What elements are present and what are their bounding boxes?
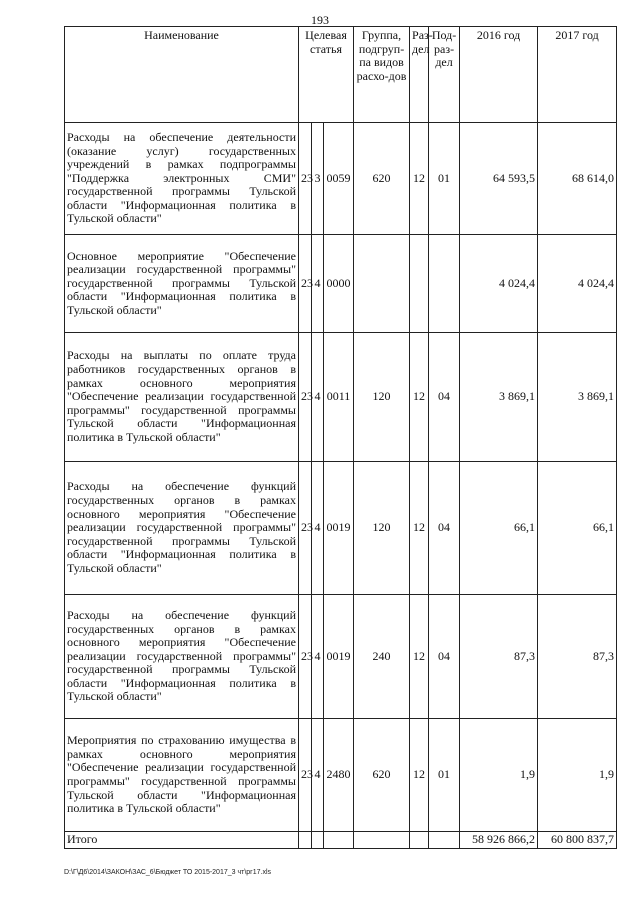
- table-row: [65, 462, 617, 595]
- row-section: 12: [410, 595, 429, 719]
- row-code-a: 23: [299, 123, 312, 235]
- row-2017: 87,3: [538, 595, 617, 719]
- file-path-footer: D:\Г\Д6\2014\ЗАКОН\ЗАС_6\Бюджет ТО 2015-2017_3 чт\рг17.xls: [64, 869, 272, 876]
- total-row: [65, 832, 617, 849]
- row-section: 12: [410, 719, 429, 832]
- row-code-a: 23: [299, 333, 312, 462]
- row-2016: 1,9: [460, 719, 538, 832]
- row-2016: 66,1: [460, 462, 538, 595]
- row-group: 240: [354, 595, 410, 719]
- row-code-c: 0019: [324, 595, 354, 719]
- row-2017: 66,1: [538, 462, 617, 595]
- row-subsection: 01: [429, 719, 460, 832]
- row-group: 620: [354, 719, 410, 832]
- row-code-b: 4: [312, 719, 324, 832]
- row-2016: 64 593,5: [460, 123, 538, 235]
- row-section: 12: [410, 462, 429, 595]
- total-2017: 60 800 837,7: [538, 832, 617, 849]
- header-expense-group: Группа, подгруп-па видов расхо-дов: [354, 27, 410, 123]
- row-group: 120: [354, 333, 410, 462]
- row-section: 12: [410, 333, 429, 462]
- row-subsection: 04: [429, 595, 460, 719]
- table-row: [65, 595, 617, 719]
- row-subsection: 01: [429, 123, 460, 235]
- row-group: [354, 235, 410, 333]
- row-code-a: 23: [299, 235, 312, 333]
- row-code-c: 0059: [324, 123, 354, 235]
- total-empty-cell: [429, 832, 460, 849]
- row-subsection: [429, 235, 460, 333]
- row-code-b: 4: [312, 235, 324, 333]
- row-2016: 3 869,1: [460, 333, 538, 462]
- header-section: Раз-дел: [410, 27, 429, 123]
- row-2017: 68 614,0: [538, 123, 617, 235]
- table-row: [65, 333, 617, 462]
- row-name: Расходы на обеспечение деятельности (оказание услуг) государственных учреждений в рамках подпрограммы "Поддержка электронных СМИ" государственной программы Тульской области "Информационная политика в Тульской области": [65, 123, 299, 235]
- row-code-a: 23: [299, 719, 312, 832]
- header-name: Наименование: [65, 27, 299, 123]
- row-name: Расходы на обеспечение функций государственных органов в рамках основного мероприятия "Обеспечение реализации государственной программы" государственной программы Тульской области "Информационная политика в Тульской области": [65, 595, 299, 719]
- row-2017: 4 024,4: [538, 235, 617, 333]
- row-section: 12: [410, 123, 429, 235]
- row-name: Расходы на обеспечение функций государственных органов в рамках основного мероприятия "Обеспечение реализации государственной программы" государственной программы Тульской области "Информационная политика в Тульской области": [65, 462, 299, 595]
- row-name: Расходы на выплаты по оплате труда работников государственных органов в рамках основного мероприятия "Обеспечение реализации государственной программы" государственной программы Тульской области "Информационная политика в Тульской области": [65, 333, 299, 462]
- total-empty-cell: [410, 832, 429, 849]
- row-subsection: 04: [429, 462, 460, 595]
- table-row: [65, 123, 617, 235]
- page-number: 193: [311, 13, 329, 27]
- total-empty-cell: [354, 832, 410, 849]
- header-row: [65, 27, 617, 123]
- row-2017: 3 869,1: [538, 333, 617, 462]
- row-2016: 4 024,4: [460, 235, 538, 333]
- row-2017: 1,9: [538, 719, 617, 832]
- row-group: 620: [354, 123, 410, 235]
- row-code-c: 0000: [324, 235, 354, 333]
- row-subsection: 04: [429, 333, 460, 462]
- row-group: 120: [354, 462, 410, 595]
- header-2017: 2017 год: [538, 27, 617, 123]
- row-section: [410, 235, 429, 333]
- row-2016: 87,3: [460, 595, 538, 719]
- row-code-b: 4: [312, 462, 324, 595]
- header-subsection: Под-раз-дел: [429, 27, 460, 123]
- total-2016: 58 926 866,2: [460, 832, 538, 849]
- header-target-article: Целевая статья: [299, 27, 354, 123]
- row-name: Основное мероприятие "Обеспечение реализации государственной программы" государственной программы Тульской области "Информационная политика в Тульской области": [65, 235, 299, 333]
- row-code-c: 2480: [324, 719, 354, 832]
- row-code-c: 0011: [324, 333, 354, 462]
- total-label: Итого: [65, 832, 299, 849]
- row-code-b: 4: [312, 333, 324, 462]
- row-code-a: 23: [299, 595, 312, 719]
- budget-table: [64, 26, 617, 849]
- row-name: Мероприятия по страхованию имущества в рамках основного мероприятия "Обеспечение реализации государственной программы" государственной программы Тульской области "Информационная политика в Тульской области": [65, 719, 299, 832]
- total-empty-cell: [312, 832, 324, 849]
- total-empty-cell: [324, 832, 354, 849]
- row-code-c: 0019: [324, 462, 354, 595]
- row-code-b: 4: [312, 595, 324, 719]
- header-2016: 2016 год: [460, 27, 538, 123]
- row-code-a: 23: [299, 462, 312, 595]
- table-row: [65, 235, 617, 333]
- table-row: [65, 719, 617, 832]
- row-code-b: 3: [312, 123, 324, 235]
- total-empty-cell: [299, 832, 312, 849]
